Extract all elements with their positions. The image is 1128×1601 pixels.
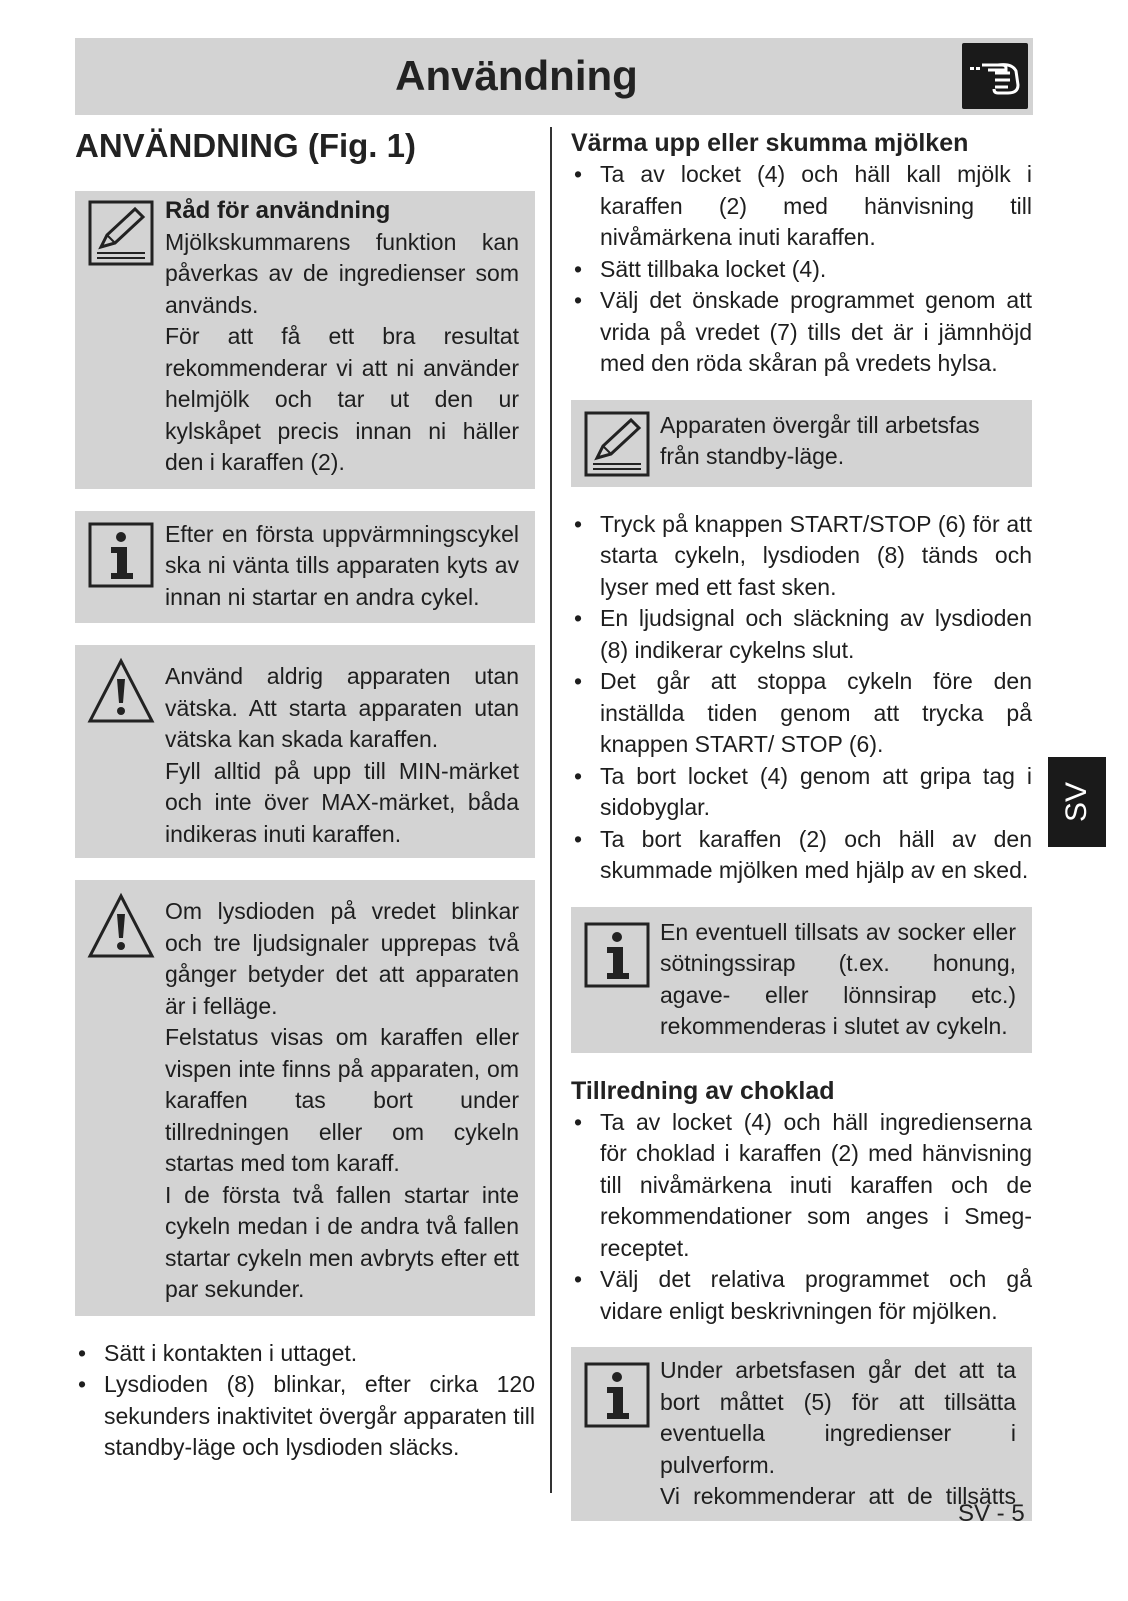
list-item: • Välj det relativa programmet och gå vidare enligt beskrivningen för mjölken. xyxy=(571,1264,1032,1327)
powder-note xyxy=(571,1347,1032,1521)
list-item: • Välj det önskade programmet genom att vrida på vredet (7) tills det är i jämnhöjd med den röda skåran på vredets hylsa. xyxy=(571,285,1032,380)
warning-liquid-text-2: Fyll alltid på upp till MIN-märket och inte över MAX-märket, båda indikeras inuti karaffen. xyxy=(165,757,519,847)
heat-bullet-list xyxy=(571,159,1032,380)
heat-bullet-list-2 xyxy=(571,509,1032,887)
page-number: SV - 5 xyxy=(958,1500,1025,1527)
heat-milk-heading: Värma upp eller skumma mjölken xyxy=(571,129,969,157)
info-note xyxy=(75,511,535,624)
sugar-text: En eventuell tillsats av socker eller sötningssirap (t.ex. honung, agave- eller lönnsirap etc.) rekommenderas i slutet av cykeln. xyxy=(660,918,1016,1039)
list-item: • Det går att stoppa cykeln före den inställda tiden genom att trycka på knappen START/ STOP (6). xyxy=(571,666,1032,761)
sugar-note xyxy=(571,907,1032,1053)
left-bullet-list xyxy=(75,1338,535,1464)
info-icon xyxy=(583,921,651,989)
page-title: Användning xyxy=(395,52,638,99)
pencil-note-icon xyxy=(87,199,155,267)
advice-note xyxy=(75,191,535,489)
advice-text-1: Mjölkskummarens funktion kan påverkas av de ingredienser som används. xyxy=(165,228,519,318)
standby-text: Apparaten övergår till arbetsfas från standby-läge. xyxy=(660,411,980,469)
left-column xyxy=(75,127,535,1464)
warning-note-liquid xyxy=(75,645,535,858)
list-item: • Lysdioden (8) blinkar, efter cirka 120 sekunders inaktivitet övergår apparaten till standby-läge och lysdioden släcks. xyxy=(75,1369,535,1464)
powder-text-2: Vi rekommenderar att de tillsätts xyxy=(660,1483,1016,1509)
list-item: • Sätt i kontakten i uttaget. xyxy=(75,1338,535,1370)
info-icon xyxy=(583,1361,651,1429)
list-item: • Ta bort karaffen (2) och häll av den skummade mjölken med hjälp av en sked. xyxy=(571,824,1032,887)
list-item: • Ta av locket (4) och häll kall mjölk i karaffen (2) med hänvisning till nivåmärkena inuti karaffen. xyxy=(571,159,1032,254)
chocolate-bullet-list xyxy=(571,1107,1032,1328)
list-item: • Tryck på knappen START/STOP (6) för att starta cykeln, lysdioden (8) tänds och lyser med ett fast sken. xyxy=(571,509,1032,604)
warning-error-text-3: I de första två fallen startar inte cykeln medan i de andra två fallen startar cykeln men avbryts efter ett par sekunder. xyxy=(165,1181,519,1302)
list-item: • En ljudsignal och släckning av lysdioden (8) indikerar cykelns slut. xyxy=(571,603,1032,666)
chocolate-heading: Tillredning av choklad xyxy=(571,1076,835,1105)
section-title: ANVÄNDNING (Fig. 1) xyxy=(75,127,416,164)
pencil-note-icon xyxy=(583,410,651,478)
advice-text-2: För att få ett bra resultat rekommenderar vi att ni använder helmjölk och tar ut den ur kylskåpet precis innan ni häller den i karaffen (2). xyxy=(165,323,519,475)
advice-title: Råd för användning xyxy=(165,197,391,224)
right-column xyxy=(571,127,1032,1543)
list-item: • Ta bort locket (4) genom att gripa tag i sidobyglar. xyxy=(571,761,1032,824)
pointing-hand-icon xyxy=(962,43,1028,109)
column-divider xyxy=(550,127,552,1493)
warning-error-text-2: Felstatus visas om karaffen eller vispen inte finns på apparaten, om karaffen tas bort under tillredningen eller om cykeln startas med tom karaff. xyxy=(165,1024,519,1176)
warning-note-error xyxy=(75,880,535,1316)
info-icon xyxy=(87,521,155,589)
language-tab-label: SV xyxy=(1060,781,1093,823)
warning-liquid-text-1: Använd aldrig apparaten utan vätska. Att starta apparaten utan vätska kan skada karaffen. xyxy=(165,663,519,752)
language-tab xyxy=(1048,757,1106,847)
info-text: Efter en första uppvärmningscykel ska ni vänta tills apparaten kyts av innan ni startar en andra cykel. xyxy=(165,520,519,610)
warning-icon xyxy=(87,657,155,725)
warning-error-text-1: Om lysdioden på vredet blinkar och tre ljudsignaler upprepas två gånger betyder det att apparaten är i felläge. xyxy=(165,898,519,1019)
list-item: • Sätt tillbaka locket (4). xyxy=(571,254,1032,286)
powder-text-1: Under arbetsfasen går det att ta bort måttet (5) för att tillsätta eventuella ingredienser i pulverform. xyxy=(660,1357,1016,1478)
warning-icon xyxy=(87,892,155,960)
standby-note xyxy=(571,400,1032,487)
list-item: • Ta av locket (4) och häll ingredienserna för choklad i karaffen (2) med hänvisning till nivåmärkena inuti karaffen och de rekommendationer som anges i Smeg-receptet. xyxy=(571,1107,1032,1265)
page-header xyxy=(75,38,1033,115)
